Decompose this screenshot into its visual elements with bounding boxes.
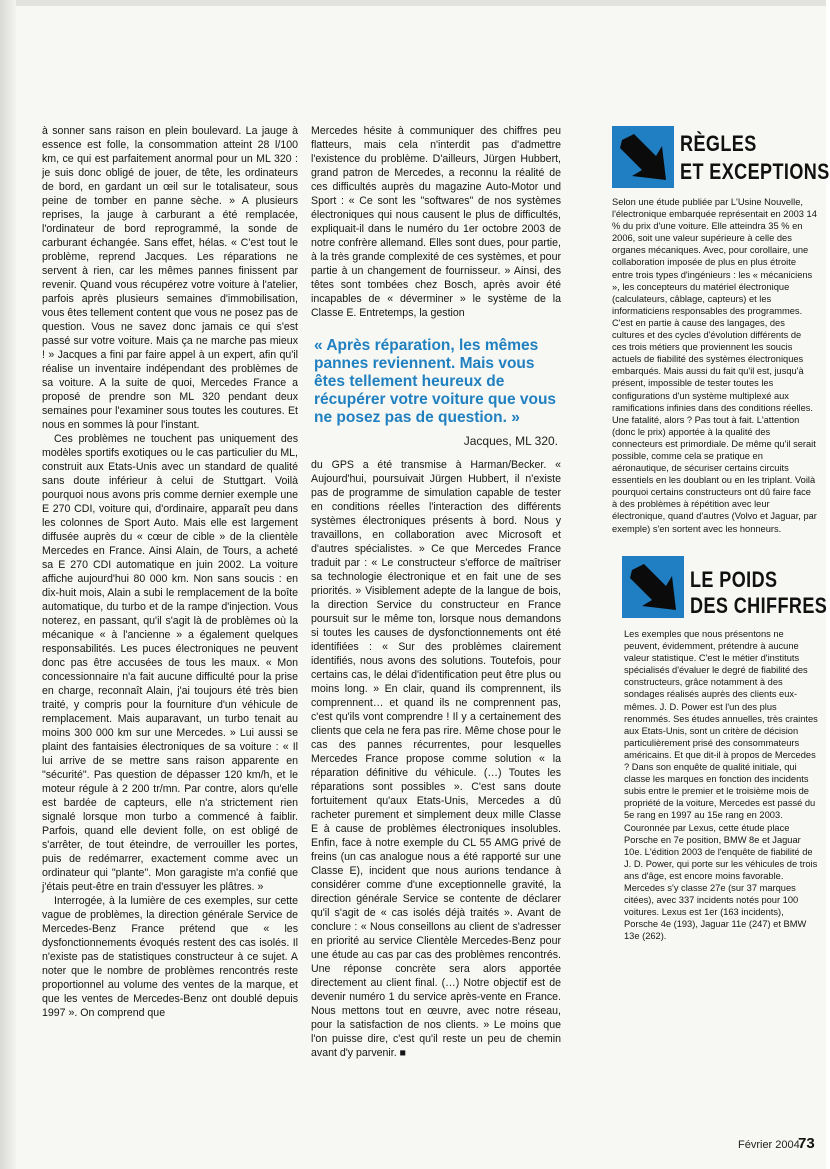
paragraph: à sonner sans raison en plein boulevard. La jauge à essence est folle, la consommation atteint 28 l/100 km, ce qui est parfaitement anormal pour un ML 320 : je suis donc obligé de jouer, de tête, les ordinateurs de bord, en gardant un œil sur le totalisateur, sous peine de tomber en panne sèche. » A plusieurs reprises, la jauge à carburant a été remplacée, l'ordinateur de bord reprogrammé, la sonde de carburant échangée. Sans effet, hélas. « C'est tout le problème, reprend Jacques. Les réparations ne servent à rien, car les mêmes pannes finissent par revenir. Quand vous récupérez votre voiture à l'atelier, parfois après plusieurs semaines d'immobilisation, vous êtes tellement content que vous ne posez pas de question. Vous ne savez donc jamais ce qui s'est passé sur votre voiture. Mais ça ne marche pas mieux ! » Jacques a fini par faire appel à un expert, afin qu'il réalise un inventaire indépendant des problèmes de sa voiture. A la suite de quoi, Mercedes France a proposé de prendre son ML 320 pendant deux semaines pour l'examiner sous toutes les coutures. Et nous en sommes là pour l'instant. (42, 125, 298, 431)
sidebar-text-regles: Selon une étude publiée par L'Usine Nouvelle, l'électronique embarquée représentait en 2003 14 % du prix d'une voiture. Elle atteindra 35 % en 2006, soit une valeur supérieure à celle des organes mécaniques. Avec, pour corollaire, une collaboration imposée de plus en plus étroite entre trois types d'ingénieurs : les « mécaniciens », les concepteurs du matériel électronique (calculateurs, câblage, capteurs) et les informaticiens responsables des programmes. C'est en partie à cause des langages, des cultures et des cycles d'évolution différents de ces trois métiers que proviennent les soucis actuels de fiabilité des systèmes électroniques embarqués. Mais aussi du fait qu'il est, jusqu'à présent, impossible de tester toutes les configurations d'un système multiplexé aux ramifications infinies dans des conditions réelles. Une fatalité, alors ? Pas tout à fait. L'attention (donc le prix) apportée à la qualité des connecteurs est primordiale. De même qu'il serait possible, comme cela se pratique en aéronautique, de sécuriser certains circuits essentiels en les doublant ou en les triplant. Voilà pourquoi certains constructeurs ont dû faire face à des problèmes à répétition avec leur électronique, quand d'autres (Volvo et Jaguar, par exemple) s'en sortent avec les honneurs. (612, 197, 817, 534)
paragraph: Interrogée, à la lumière de ces exemples, sur cette vague de problèmes, la direction générale Service de Mercedes-Benz France prétend que « les dysfonctionnements évoqués restent des cas isolés. Il n'existe pas de statistiques constructeur à ce sujet. A noter que le nombre de problèmes rencontrés reste proportionnel au volume des ventes de la marque, et que les ventes de Mercedes-Benz ont doublé depuis 1997 ». On comprend que (42, 895, 298, 1019)
article-column-2-bottom (311, 458, 561, 1059)
sidebar-text-poids: Les exemples que nous présentons ne peuvent, évidemment, prétendre à aucune valeur statistique. C'est le métier d'instituts spécialisés d'évaluer le degré de fiabilité des constructeurs, grâce notamment à des sondages réalisés auprès des clients eux-mêmes. J. D. Power est l'un des plus renommés. Ses études annuelles, très craintes aux Etats-Unis, sont un critère de décision particulièrement prisé des consommateurs américains. Et que dit-il à propos de Mercedes ? Dans son enquête de qualité initiale, qui classe les marques en fonction des incidents subis entre le premier et le troisième mois de propriété de la voiture, Mercedes est passé du 5e rang en 1997 au 15e rang en 2003. Couronnée par Lexus, cette étude place Porsche en 7e position, BMW 8e et Jaguar 10e. L'édition 2003 de l'enquête de fiabilité de J. D. Power, qui porte sur les véhicules de trois ans d'âge, est encore moins favorable. Mercedes s'y classe 27e (sur 37 marques citées), avec 337 incidents notés pour 100 voitures. Lexus est 1er (163 incidents), Porsche 4e (193), Jaguar 11e (247) et BMW 13e (262). (624, 629, 818, 942)
arrow-down-right-icon (612, 126, 674, 188)
issue-date: Février 2004 (738, 1139, 800, 1151)
sidebar-title-line2: ET EXCEPTIONS (680, 159, 830, 184)
pull-quote: « Après réparation, les mêmes pannes reviennent. Mais vous êtes tellement heureux de récupérer votre voiture que vous ne posez pas de question. » (314, 337, 557, 426)
sidebar-title-line1: RÈGLES (680, 131, 757, 156)
page-number: 73 (798, 1135, 815, 1152)
article-column-1 (42, 124, 298, 1019)
sidebar-title-line1: LE POIDS (690, 567, 778, 592)
paragraph: Ces problèmes ne touchent pas uniquement des modèles sportifs exotiques ou le cas particulier du ML, construit aux Etats-Unis avec un standard de qualité sans doute inférieur à celui de Stuttgart. Voilà pourquoi nous avons pris comme dernier exemple une E 270 CDI, voiture qui, d'ordinaire, apparaît peu dans les colonnes de Sport Auto. Mais elle est largement diffusée auprès du « cœur de cible » de la clientèle Mercedes en France. Ainsi Alain, de Tours, a acheté sa E 270 CDI automatique en juin 2002. La voiture affiche aujourd'hui 80 000 km. Non sans soucis : en dix-huit mois, Alain a subi le remplacement de la boîte automatique, du turbo et de la rampe d'injection. Vous noterez, en passant, qu'il s'agit là de problèmes où la mécanique « à l'ancienne » a également quelques responsabilités. Les puces électroniques ne peuvent donc pas être accusées de tous les maux. « Mon concessionnaire n'a fait aucune difficulté pour la prise en charge, reconnaît Alain, j'ai toujours été très bien traité, y compris pour la fourniture d'un véhicule de remplacement. Mais auparavant, un turbo tenait au moins 300 000 km sur une Mercedes. » Lui aussi se plaint des fantaisies électroniques de sa voiture : « Il lui arrive de se mettre sans raison apparente en "sécurité". Pas question de dépasser 120 km/h, et le moteur régule à 2 200 tr/mn. Par contre, alors qu'elle est bardée de capteurs, elle n'a strictement rien signalé lorsque mon turbo a commencé à faiblir. Parfois, quand elle devient folle, on est obligé de s'arrêter, de tout éteindre, de verrouiller les portes, puis de redémarrer, exactement comme avec un ordinateur qui "plante". Mon garagiste m'a confié que j'étais peut-être en train d'essuyer les plâtres. » (42, 433, 298, 893)
page-spine-shadow (0, 0, 16, 1169)
pull-quote-author: Jacques, ML 320. (463, 434, 558, 448)
arrow-down-right-icon (622, 556, 684, 618)
paragraph: Mercedes hésite à communiquer des chiffres peu flatteurs, mais cela n'interdit pas d'admettre l'existence du problème. D'ailleurs, Jürgen Hubbert, grand patron de Mercedes, a reconnu la réalité de ces difficultés auprès du magazine Auto-Motor und Sport : « Ce sont les "softwares" de nos systèmes électroniques qui nous causent le plus de difficultés, expliquait-il dans le numéro du 1er octobre 2003 de notre confrère allemand. Elles sont dues, pour partie, à la très grande complexité de ces systèmes, et pour partie à un changement de fournisseur. » Ainsi, des têtes sont tombées chez Bosch, après avoir été incapables de « déverminer » le système de la Classe E. Entretemps, la gestion (311, 125, 561, 319)
paragraph: du GPS a été transmise à Harman/Becker. « Aujourd'hui, poursuivait Jürgen Hubbert, il n'existe pas de programme de simulation capable de tester en conditions réelles l'interaction des différents systèmes électroniques présents à bord. Nous y travaillons, en collaboration avec Microsoft et d'autres spécialistes. » Ce que Mercedes France traduit par : « Le constructeur s'efforce de maîtriser sa technologie électronique et en fait une de ses priorités. » Visiblement adepte de la langue de bois, la direction Service du constructeur en France poursuit sur le même ton, lorsque nous demandons si toutes les causes de dysfonctionnements ont été identifiées : « Sur des problèmes clairement identifiés, nous avons des solutions. Toutefois, pour certains cas, le délai d'identification peut être plus ou moins long. » En clair, quand ils comprennent, ils comprennent… et quand ils ne comprennent pas, c'est qu'ils vont comprendre ! Il y a certainement des clients que cela ne fera pas rire. Même chose pour le cas des pannes récurrentes, pour lesquelles Mercedes France propose comme solution « la réparation définitive du véhicule. (…) Toutes les réparations sont possibles ». C'est sans doute fortuitement qu'aux Etats-Unis, Mercedes a dû racheter purement et simplement deux mille Classe E à cause de problèmes électroniques insolubles. Enfin, face à notre exemple du CL 55 AMG privé de freins (un cas analogue nous a été rapporté sur une Classe E), incident que nous aurions tendance à considérer comme d'une exceptionnelle gravité, la direction générale Service se contente de déclarer qu'il s'agit de « cas isolés déjà traités ». Avant de conclure : « Nous conseillons au client de s'adresser en priorité au service Clientèle Mercedes-Benz pour une étude au cas par cas des problèmes rencontrés. Une réponse concrète sera alors apportée directement au client final. (…) Notre objectif est de devenir numéro 1 du service après-vente en France. Nous mettons tout en œuvre, avec notre réseau, pour la satisfaction de nos clients. » Le moins que l'on puisse dire, c'est qu'il reste un peu de chemin avant d'y parvenir. ■ (311, 459, 561, 1059)
article-column-2-top (311, 124, 561, 334)
sidebar-title-line2: DES CHIFFRES (690, 593, 828, 618)
scan-top-edge (0, 0, 826, 6)
